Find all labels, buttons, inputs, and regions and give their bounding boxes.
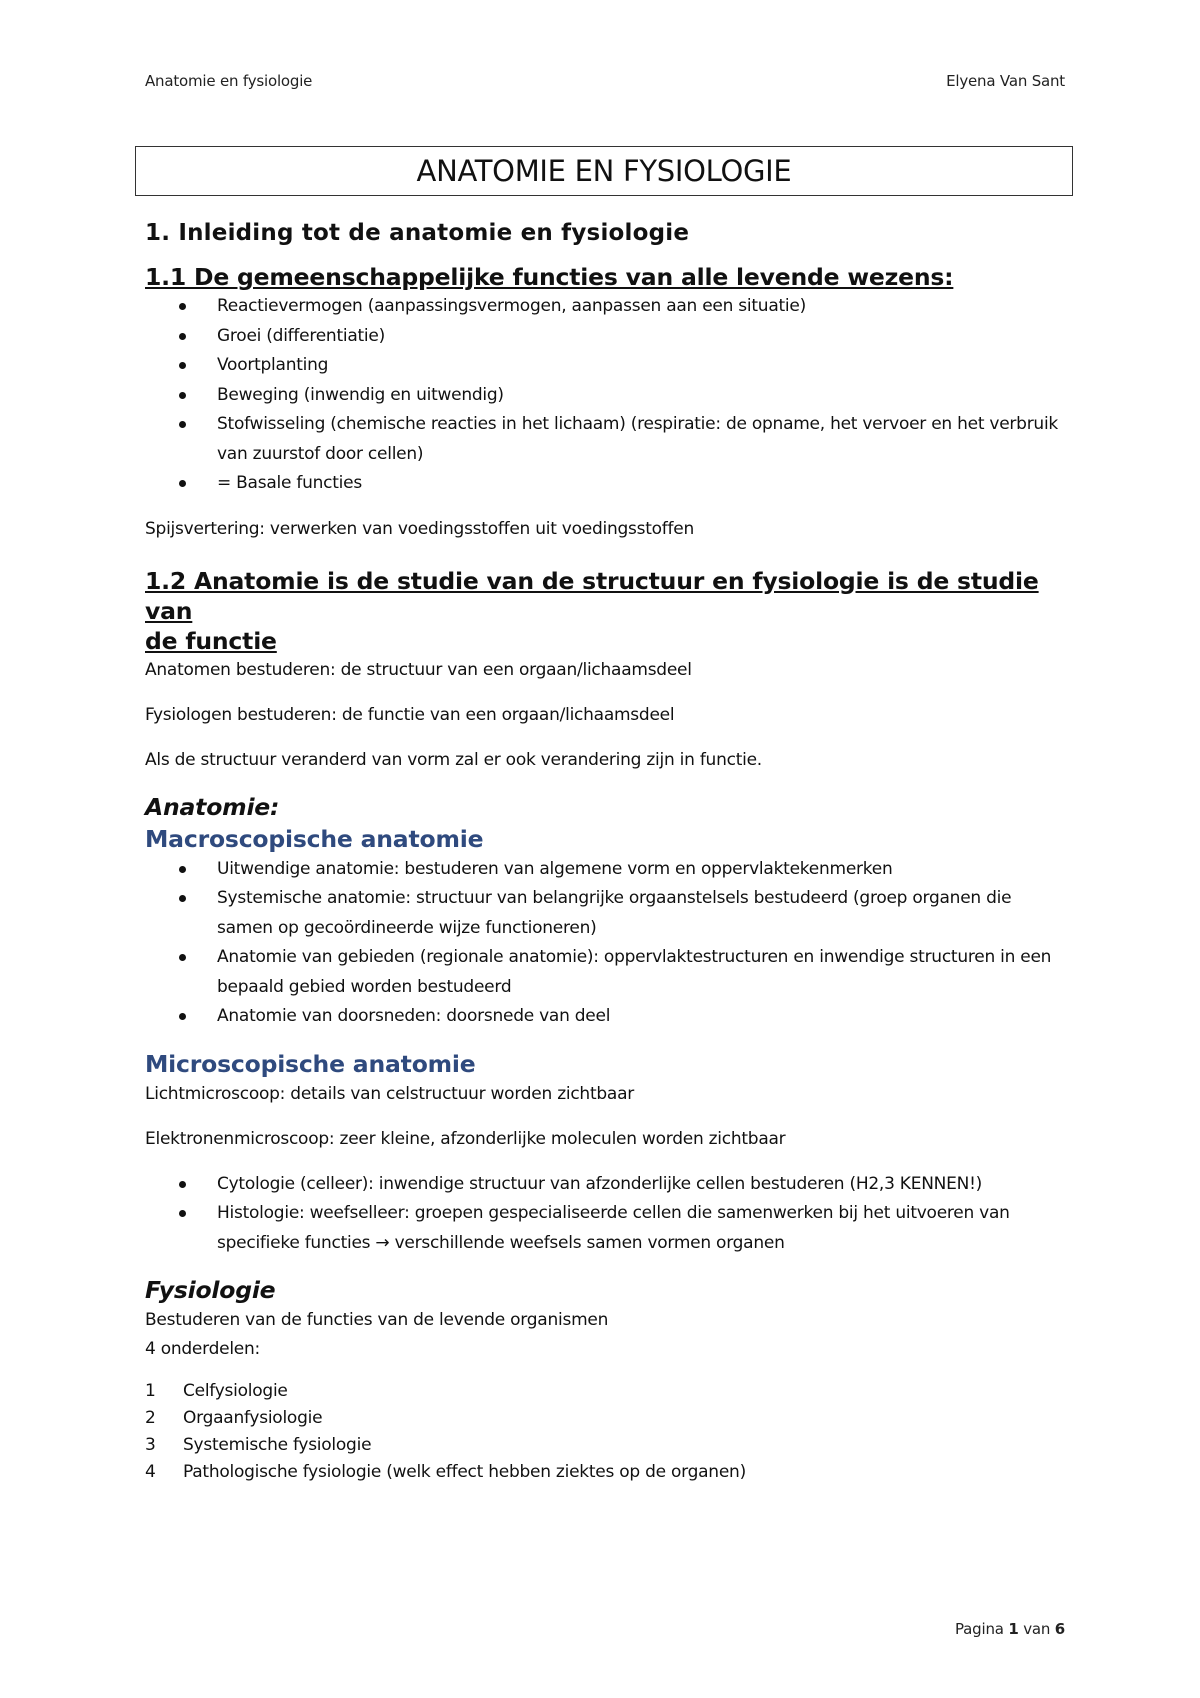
header-left: Anatomie en fysiologie bbox=[145, 72, 313, 90]
subsection-heading-1-1: 1.1 De gemeenschappelijke functies van alle levende wezens: bbox=[145, 263, 954, 291]
paragraph: 4 onderdelen: bbox=[145, 1339, 261, 1359]
paragraph: Lichtmicroscoop: details van celstructuur worden zichtbaar bbox=[145, 1083, 634, 1104]
list-item: Cytologie (celleer): inwendige structuur van afzonderlijke cellen bestuderen (H2,3 KENNEN!) bbox=[217, 1170, 1070, 1200]
list-item: Systemische anatomie: structuur van belangrijke orgaanstelsels bestudeerd (groep organen die samen op gecoördineerde wijze functioneren) bbox=[217, 884, 1070, 943]
document-title: ANATOMIE EN FYSIOLOGIE bbox=[135, 146, 1073, 196]
list-item: Histologie: weefselleer: groepen gespecialiseerde cellen die samenwerken bij het uitvoeren van specifieke functies → verschillende weefsels samen vormen organen bbox=[217, 1199, 1070, 1258]
microscopic-heading: Microscopische anatomie bbox=[145, 1049, 476, 1078]
list-item: Voortplanting bbox=[217, 351, 1070, 381]
macroscopic-list bbox=[145, 855, 1070, 1032]
anatomie-heading: Anatomie: bbox=[145, 792, 280, 821]
paragraph: Fysiologen bestuderen: de functie van een orgaan/lichaamsdeel bbox=[145, 704, 675, 725]
microscopic-list bbox=[145, 1170, 1070, 1259]
list-item: Stofwisseling (chemische reacties in het lichaam) (respiratie: de opname, het vervoer en het verbruik van zuurstof door cellen) bbox=[217, 410, 1070, 469]
document-body bbox=[145, 216, 1070, 1486]
list-item: Uitwendige anatomie: bestuderen van algemene vorm en oppervlaktekenmerken bbox=[217, 855, 1070, 885]
list-item: 3 Systemische fysiologie bbox=[145, 1435, 372, 1455]
basic-functions-list bbox=[145, 292, 1070, 499]
list-item: 2 Orgaanfysiologie bbox=[145, 1408, 323, 1428]
list-item: Anatomie van gebieden (regionale anatomie): oppervlaktestructuren en inwendige structuren in een bepaald gebied worden bestudeerd bbox=[217, 943, 1070, 1002]
list-item: Groei (differentiatie) bbox=[217, 322, 1070, 352]
fysiologie-heading: Fysiologie bbox=[145, 1276, 276, 1304]
list-item: 1 Celfysiologie bbox=[145, 1381, 288, 1401]
paragraph: Bestuderen van de functies van de levende organismen bbox=[145, 1310, 609, 1330]
list-item: Reactievermogen (aanpassingsvermogen, aanpassen aan een situatie) bbox=[217, 292, 1070, 322]
paragraph: Anatomen bestuderen: de structuur van een orgaan/lichaamsdeel bbox=[145, 659, 692, 680]
subsection-heading-1-2: 1.2 Anatomie is de studie van de structuur en fysiologie is de studie van de functie bbox=[145, 566, 1039, 655]
page-number: Pagina 1 van 6 bbox=[955, 1620, 1065, 1638]
section-heading: 1. Inleiding tot de anatomie en fysiologie bbox=[145, 220, 690, 246]
digestion-note: Spijsvertering: verwerken van voedingsstoffen uit voedingsstoffen bbox=[145, 518, 695, 539]
paragraph: Als de structuur veranderd van vorm zal er ook verandering zijn in functie. bbox=[145, 749, 762, 770]
paragraph: Elektronenmicroscoop: zeer kleine, afzonderlijke moleculen worden zichtbaar bbox=[145, 1128, 786, 1149]
list-item: = Basale functies bbox=[217, 469, 1070, 499]
list-item: Anatomie van doorsneden: doorsnede van deel bbox=[217, 1002, 1070, 1032]
list-item: Beweging (inwendig en uitwendig) bbox=[217, 381, 1070, 411]
numbered-list bbox=[145, 1378, 1070, 1486]
list-item: 4 Pathologische fysiologie (welk effect hebben ziektes op de organen) bbox=[145, 1462, 746, 1482]
macroscopic-heading: Macroscopische anatomie bbox=[145, 824, 484, 853]
header-right: Elyena Van Sant bbox=[946, 72, 1065, 90]
